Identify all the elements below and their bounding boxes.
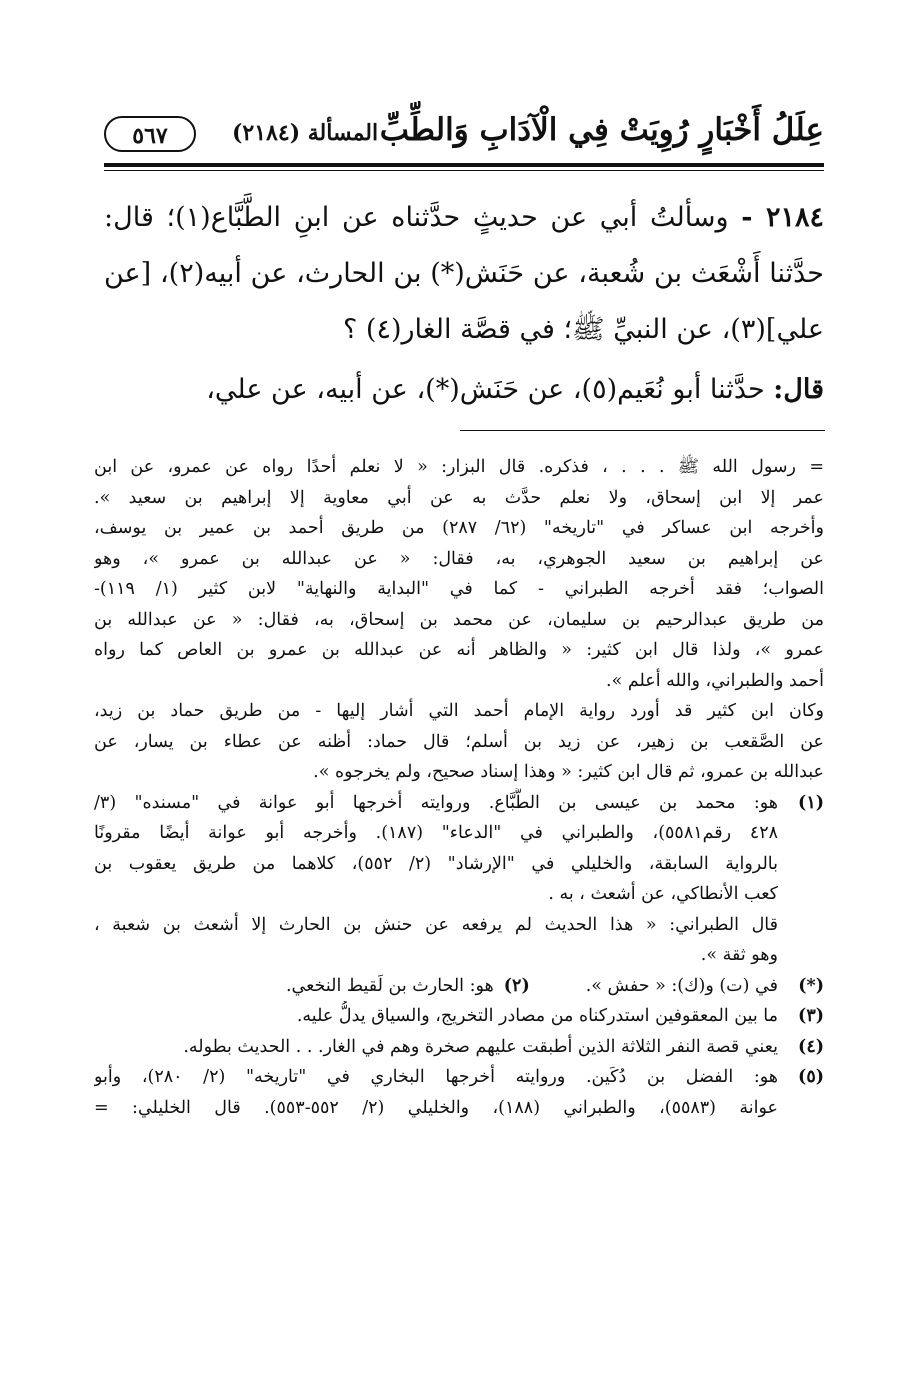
footnotes	[94, 452, 824, 1123]
main-line-text: وسألتُ أبي عن حديثٍ حدَّثناه عن ابنِ الطَّبَّاع(١)؛ قال:	[104, 202, 729, 233]
note-line: عن إبراهيم بن سعيد الجوهري، به، فقال: « عن عبدالله بن عمرو »، وهو	[94, 548, 824, 569]
footnote-number: (٣)	[798, 1006, 824, 1026]
footnote-separator	[460, 430, 825, 431]
note-line: وكان ابن كثير قد أورد رواية الإمام أحمد التي أشار إليها - من طريق حماد بن زيد،	[94, 701, 824, 721]
note-line: هو: الفضل بن دُكَين. وروايته أخرجها البخاري في "تاريخه" (٢/ ٢٨٠)، وأبو	[94, 1067, 778, 1087]
note-line: عوانة (٥٥٨٣)، والطبراني (١٨٨)، والخليلي (٢/ ٥٥٢-٥٥٣). قال الخليلي: =	[94, 1097, 778, 1118]
note-line: أحمد والطبراني، والله أعلم ».	[606, 670, 824, 691]
footnote-number: (١)	[798, 792, 824, 813]
footnote-1	[94, 788, 824, 971]
question-number: ٢١٨٤ -	[741, 202, 824, 233]
main-line: علي](٣)، عن النبيِّ ﷺ؛ في قصَّة الغار(٤) ؟	[342, 314, 824, 345]
note-line: عمر إلا ابن إسحاق، ولا نعلم حدَّث به عن أبي معاوية إلا إبراهيم بن سعيد ».	[94, 487, 824, 508]
footnote-3	[94, 1001, 824, 1032]
answer-label: قال:	[773, 374, 824, 405]
main-line: حدَّثنا أَشْعَث بن شُعبة، عن حَنَش(*) بن الحارث، عن أبيه(٢)، [عن	[104, 258, 824, 289]
note-line: من طريق عبدالرحيم بن سليمان، عن محمد بن إسحاق، به، فقال: « عن عبدالله بن	[94, 609, 824, 630]
note-line: = رسول الله ﷺ . . . ، فذكره. قال البزار: « لا نعلم أحدًا رواه عن عمرو، عن ابن	[94, 457, 824, 477]
header-rule-thin	[104, 170, 824, 171]
footnote-number: (٢)	[503, 975, 530, 996]
note-line: كعب الأنطاكي، عن أشعث ، به .	[548, 884, 778, 904]
footnote-number: (٥)	[798, 1067, 824, 1087]
footnote-star-text: في (ت) و(ك): « حفش ».	[585, 975, 778, 996]
note-line: ما بين المعقوفين استدركناه من مصادر التخريج، والسياق يدلُّ عليه.	[296, 1006, 778, 1026]
note-line: قال الطبراني: « هذا الحديث لم يرفعه عن حنش بن الحارث إلا أشعث بن شعبة ،	[94, 914, 778, 935]
main-text	[104, 190, 824, 418]
note-line: يعني قصة النفر الثلاثة الذين أطبقت عليهم صخرة وهم في الغار. . . الحديث بطوله.	[183, 1036, 778, 1057]
running-header	[104, 112, 824, 162]
footnote-number: (٤)	[798, 1036, 824, 1057]
note-line: الصواب؛ فقد أخرجه الطبراني - كما في "البداية والنهاية" لابن كثير (١/ ١١٩)-	[94, 579, 824, 599]
note-line: عن الصَّقعب بن زهير، عن زيد بن أسلم؛ قال حماد: أظنه عن عطاء بن يسار، عن	[94, 731, 824, 752]
book-title: عِلَلُ أَخْبَارٍ رُوِيَتْ فِي الْآدَابِ وَالطِّبِّ	[379, 112, 824, 148]
footnote-star-and-2	[94, 971, 824, 1002]
footnote-5	[94, 1062, 824, 1123]
note-line: وأخرجه ابن عساكر في "تاريخه" (٦٢/ ٢٨٧) من طريق أحمد بن عمير بن يوسف،	[94, 518, 824, 538]
footnote-number: (*)	[798, 975, 824, 996]
note-line: عمرو »، ولذا قال ابن كثير: « والظاهر أنه عن عبدالله بن عمرو بن العاص كما رواه	[94, 640, 824, 660]
main-line	[104, 190, 824, 246]
issue-number: المسألة (٢١٨٤)	[232, 120, 379, 146]
page-number: ٥٦٧	[104, 116, 196, 152]
note-line: بالرواية السابقة، والخليلي في "الإرشاد" (٢/ ٥٥٢)، كلاهما من طريق يعقوب بن	[94, 853, 778, 874]
note-line: هو: محمد بن عيسى بن الطَّبَّاع. وروايته أخرجها أبو عوانة في "مسنده" (٣/	[94, 792, 778, 813]
footnote-continuation	[94, 452, 824, 788]
main-line-text: حدَّثنا أبو نُعَيم(٥)، عن حَنَش(*)، عن أبيه، عن علي،	[206, 374, 765, 405]
footnote-4	[94, 1032, 824, 1063]
note-line: عبدالله بن عمرو، ثم قال ابن كثير: « وهذا إسناد صحيح، ولم يخرجوه ».	[313, 762, 824, 782]
main-line	[104, 362, 824, 418]
note-line: ٤٢٨ رقم٥٥٨١)، والطبراني في "الدعاء" (١٨٧). وأخرجه أبو عوانة أيضًا مقرونًا	[94, 823, 778, 843]
note-line: وهو ثقة ».	[700, 945, 778, 965]
header-rule-thick	[104, 163, 824, 167]
footnote-2-text: هو: الحارث بن لَقيط النخعي.	[285, 975, 494, 996]
